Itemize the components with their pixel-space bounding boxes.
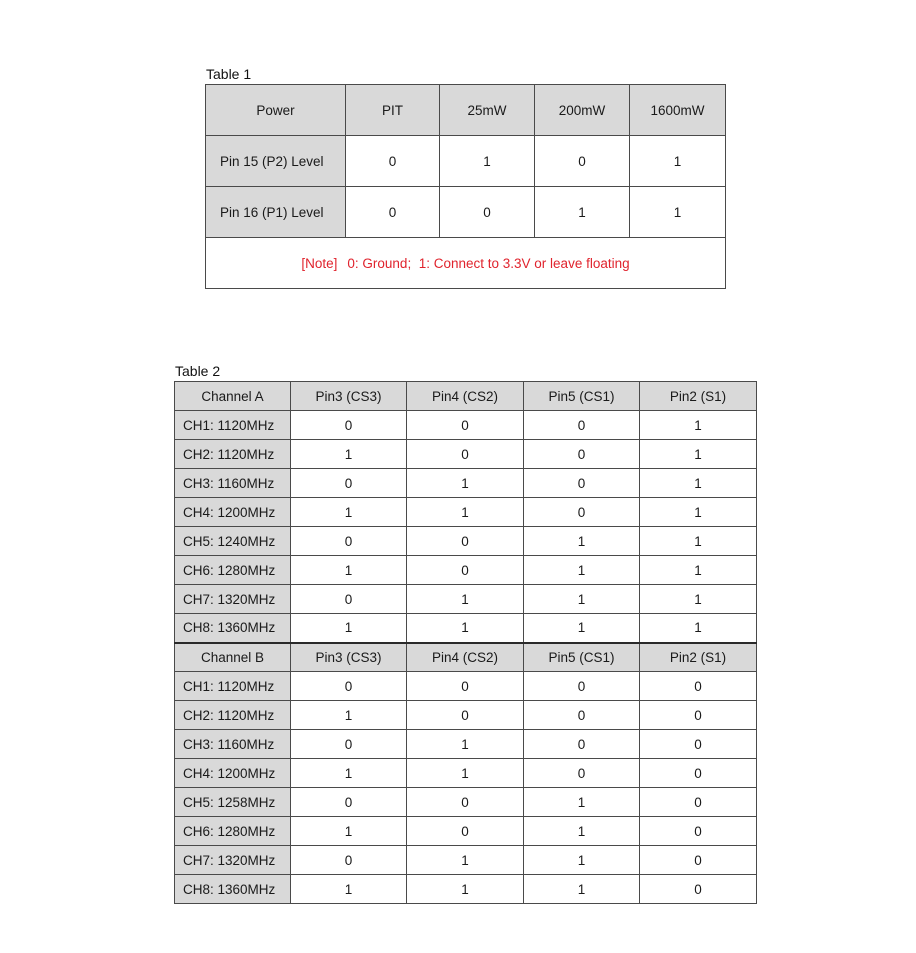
table-row <box>175 730 757 759</box>
channel-b-header-row <box>175 643 757 672</box>
table-cell: 0 <box>407 672 524 701</box>
table-row <box>175 875 757 904</box>
header-pit: PIT <box>346 85 440 136</box>
column-header: Pin2 (S1) <box>640 643 757 672</box>
table-cell: 1 <box>535 187 630 238</box>
table-cell: 1 <box>407 469 524 498</box>
table-cell: 0 <box>640 846 757 875</box>
table-cell: 0 <box>524 469 640 498</box>
column-header: Pin4 (CS2) <box>407 382 524 411</box>
table-row <box>175 469 757 498</box>
table-row <box>175 846 757 875</box>
table-cell: 0 <box>407 556 524 585</box>
table-cell: 1 <box>640 614 757 643</box>
table-row <box>175 788 757 817</box>
column-header: Channel B <box>175 643 291 672</box>
table-cell: 0 <box>440 187 535 238</box>
table-cell: 1 <box>524 846 640 875</box>
table-row <box>175 556 757 585</box>
table-cell: 0 <box>407 440 524 469</box>
table-row <box>175 498 757 527</box>
table-cell: 0 <box>524 759 640 788</box>
channel-label: CH6: 1280MHz <box>175 556 291 585</box>
table-cell: 0 <box>407 817 524 846</box>
table-cell: 1 <box>291 817 407 846</box>
channel-label: CH2: 1120MHz <box>175 701 291 730</box>
table-cell: 0 <box>524 672 640 701</box>
table-row <box>175 527 757 556</box>
table-cell: 1 <box>291 556 407 585</box>
channel-label: CH1: 1120MHz <box>175 672 291 701</box>
table-row <box>175 817 757 846</box>
table-cell: 0 <box>291 846 407 875</box>
column-header: Pin3 (CS3) <box>291 643 407 672</box>
table-cell: 0 <box>291 788 407 817</box>
table-cell: 1 <box>640 498 757 527</box>
table-cell: 0 <box>346 187 440 238</box>
column-header: Pin3 (CS3) <box>291 382 407 411</box>
channel-label: CH2: 1120MHz <box>175 440 291 469</box>
channel-label: CH6: 1280MHz <box>175 817 291 846</box>
table-cell: 0 <box>407 701 524 730</box>
table-row <box>206 187 726 238</box>
table-cell: 1 <box>640 585 757 614</box>
channel-label: CH3: 1160MHz <box>175 730 291 759</box>
table-cell: 0 <box>640 875 757 904</box>
table-cell: 1 <box>407 875 524 904</box>
table-cell: 0 <box>524 730 640 759</box>
table-cell: 1 <box>524 614 640 643</box>
table-row <box>175 614 757 643</box>
table-cell: 1 <box>630 136 726 187</box>
table-cell: 1 <box>524 788 640 817</box>
table-cell: 1 <box>640 556 757 585</box>
note-ground: 0: Ground; <box>347 255 412 271</box>
column-header: Channel A <box>175 382 291 411</box>
table-cell: 1 <box>630 187 726 238</box>
table-row <box>175 440 757 469</box>
table1-caption: Table 1 <box>206 66 252 82</box>
table-cell: 0 <box>524 701 640 730</box>
table-cell: 1 <box>640 469 757 498</box>
table-cell: 0 <box>407 788 524 817</box>
table-row <box>175 701 757 730</box>
table-cell: 0 <box>291 672 407 701</box>
table-cell: 0 <box>346 136 440 187</box>
table-cell: 1 <box>291 701 407 730</box>
channel-label: CH5: 1240MHz <box>175 527 291 556</box>
table-cell: 1 <box>291 875 407 904</box>
header-1600mw: 1600mW <box>630 85 726 136</box>
row-label-pin16: Pin 16 (P1) Level <box>206 187 346 238</box>
column-header: Pin2 (S1) <box>640 382 757 411</box>
channel-label: CH4: 1200MHz <box>175 759 291 788</box>
table-cell: 0 <box>524 440 640 469</box>
channel-label: CH3: 1160MHz <box>175 469 291 498</box>
table-cell: 1 <box>640 440 757 469</box>
table-cell: 1 <box>407 759 524 788</box>
table-cell: 0 <box>535 136 630 187</box>
note-cell <box>206 238 726 289</box>
channel-label: CH4: 1200MHz <box>175 498 291 527</box>
header-200mw: 200mW <box>535 85 630 136</box>
column-header: Pin4 (CS2) <box>407 643 524 672</box>
table-row <box>206 136 726 187</box>
power-level-table <box>205 84 726 289</box>
table-cell: 1 <box>524 817 640 846</box>
table-cell: 1 <box>291 498 407 527</box>
column-header: Pin5 (CS1) <box>524 643 640 672</box>
table-row <box>175 759 757 788</box>
channel-label: CH8: 1360MHz <box>175 875 291 904</box>
channel-label: CH8: 1360MHz <box>175 614 291 643</box>
column-header: Pin5 (CS1) <box>524 382 640 411</box>
table-cell: 1 <box>640 527 757 556</box>
table-cell: 0 <box>524 498 640 527</box>
table-cell: 1 <box>407 614 524 643</box>
table-cell: 0 <box>640 788 757 817</box>
table-cell: 1 <box>524 585 640 614</box>
table-cell: 0 <box>291 411 407 440</box>
table-cell: 1 <box>524 527 640 556</box>
table-cell: 1 <box>440 136 535 187</box>
table-cell: 1 <box>524 875 640 904</box>
table-cell: 0 <box>291 585 407 614</box>
table-cell: 1 <box>640 411 757 440</box>
table-cell: 0 <box>524 411 640 440</box>
table-cell: 1 <box>291 759 407 788</box>
table-cell: 1 <box>291 440 407 469</box>
table-cell: 0 <box>640 730 757 759</box>
table-cell: 0 <box>640 701 757 730</box>
table-cell: 0 <box>640 759 757 788</box>
table-cell: 1 <box>407 498 524 527</box>
note-tag: [Note] <box>301 255 338 271</box>
channel-label: CH7: 1320MHz <box>175 585 291 614</box>
header-power: Power <box>206 85 346 136</box>
channel-a-header-row <box>175 382 757 411</box>
table-cell: 1 <box>407 846 524 875</box>
channel-label: CH5: 1258MHz <box>175 788 291 817</box>
header-25mw: 25mW <box>440 85 535 136</box>
table-cell: 0 <box>407 411 524 440</box>
table-cell: 0 <box>291 730 407 759</box>
table-cell: 0 <box>291 469 407 498</box>
table-cell: 1 <box>524 556 640 585</box>
table-cell: 0 <box>640 817 757 846</box>
table-cell: 1 <box>291 614 407 643</box>
row-label-pin15: Pin 15 (P2) Level <box>206 136 346 187</box>
table-cell: 1 <box>407 730 524 759</box>
table-row <box>175 585 757 614</box>
table-cell: 1 <box>407 585 524 614</box>
channel-label: CH7: 1320MHz <box>175 846 291 875</box>
table-row <box>175 411 757 440</box>
channel-label: CH1: 1120MHz <box>175 411 291 440</box>
table1-header-row <box>206 85 726 136</box>
channel-table <box>174 381 757 904</box>
note-high: 1: Connect to 3.3V or leave floating <box>418 255 630 271</box>
note-row <box>206 238 726 289</box>
table-cell: 0 <box>640 672 757 701</box>
table-row <box>175 672 757 701</box>
table-cell: 0 <box>291 527 407 556</box>
table-cell: 0 <box>407 527 524 556</box>
table2-caption: Table 2 <box>175 363 221 379</box>
